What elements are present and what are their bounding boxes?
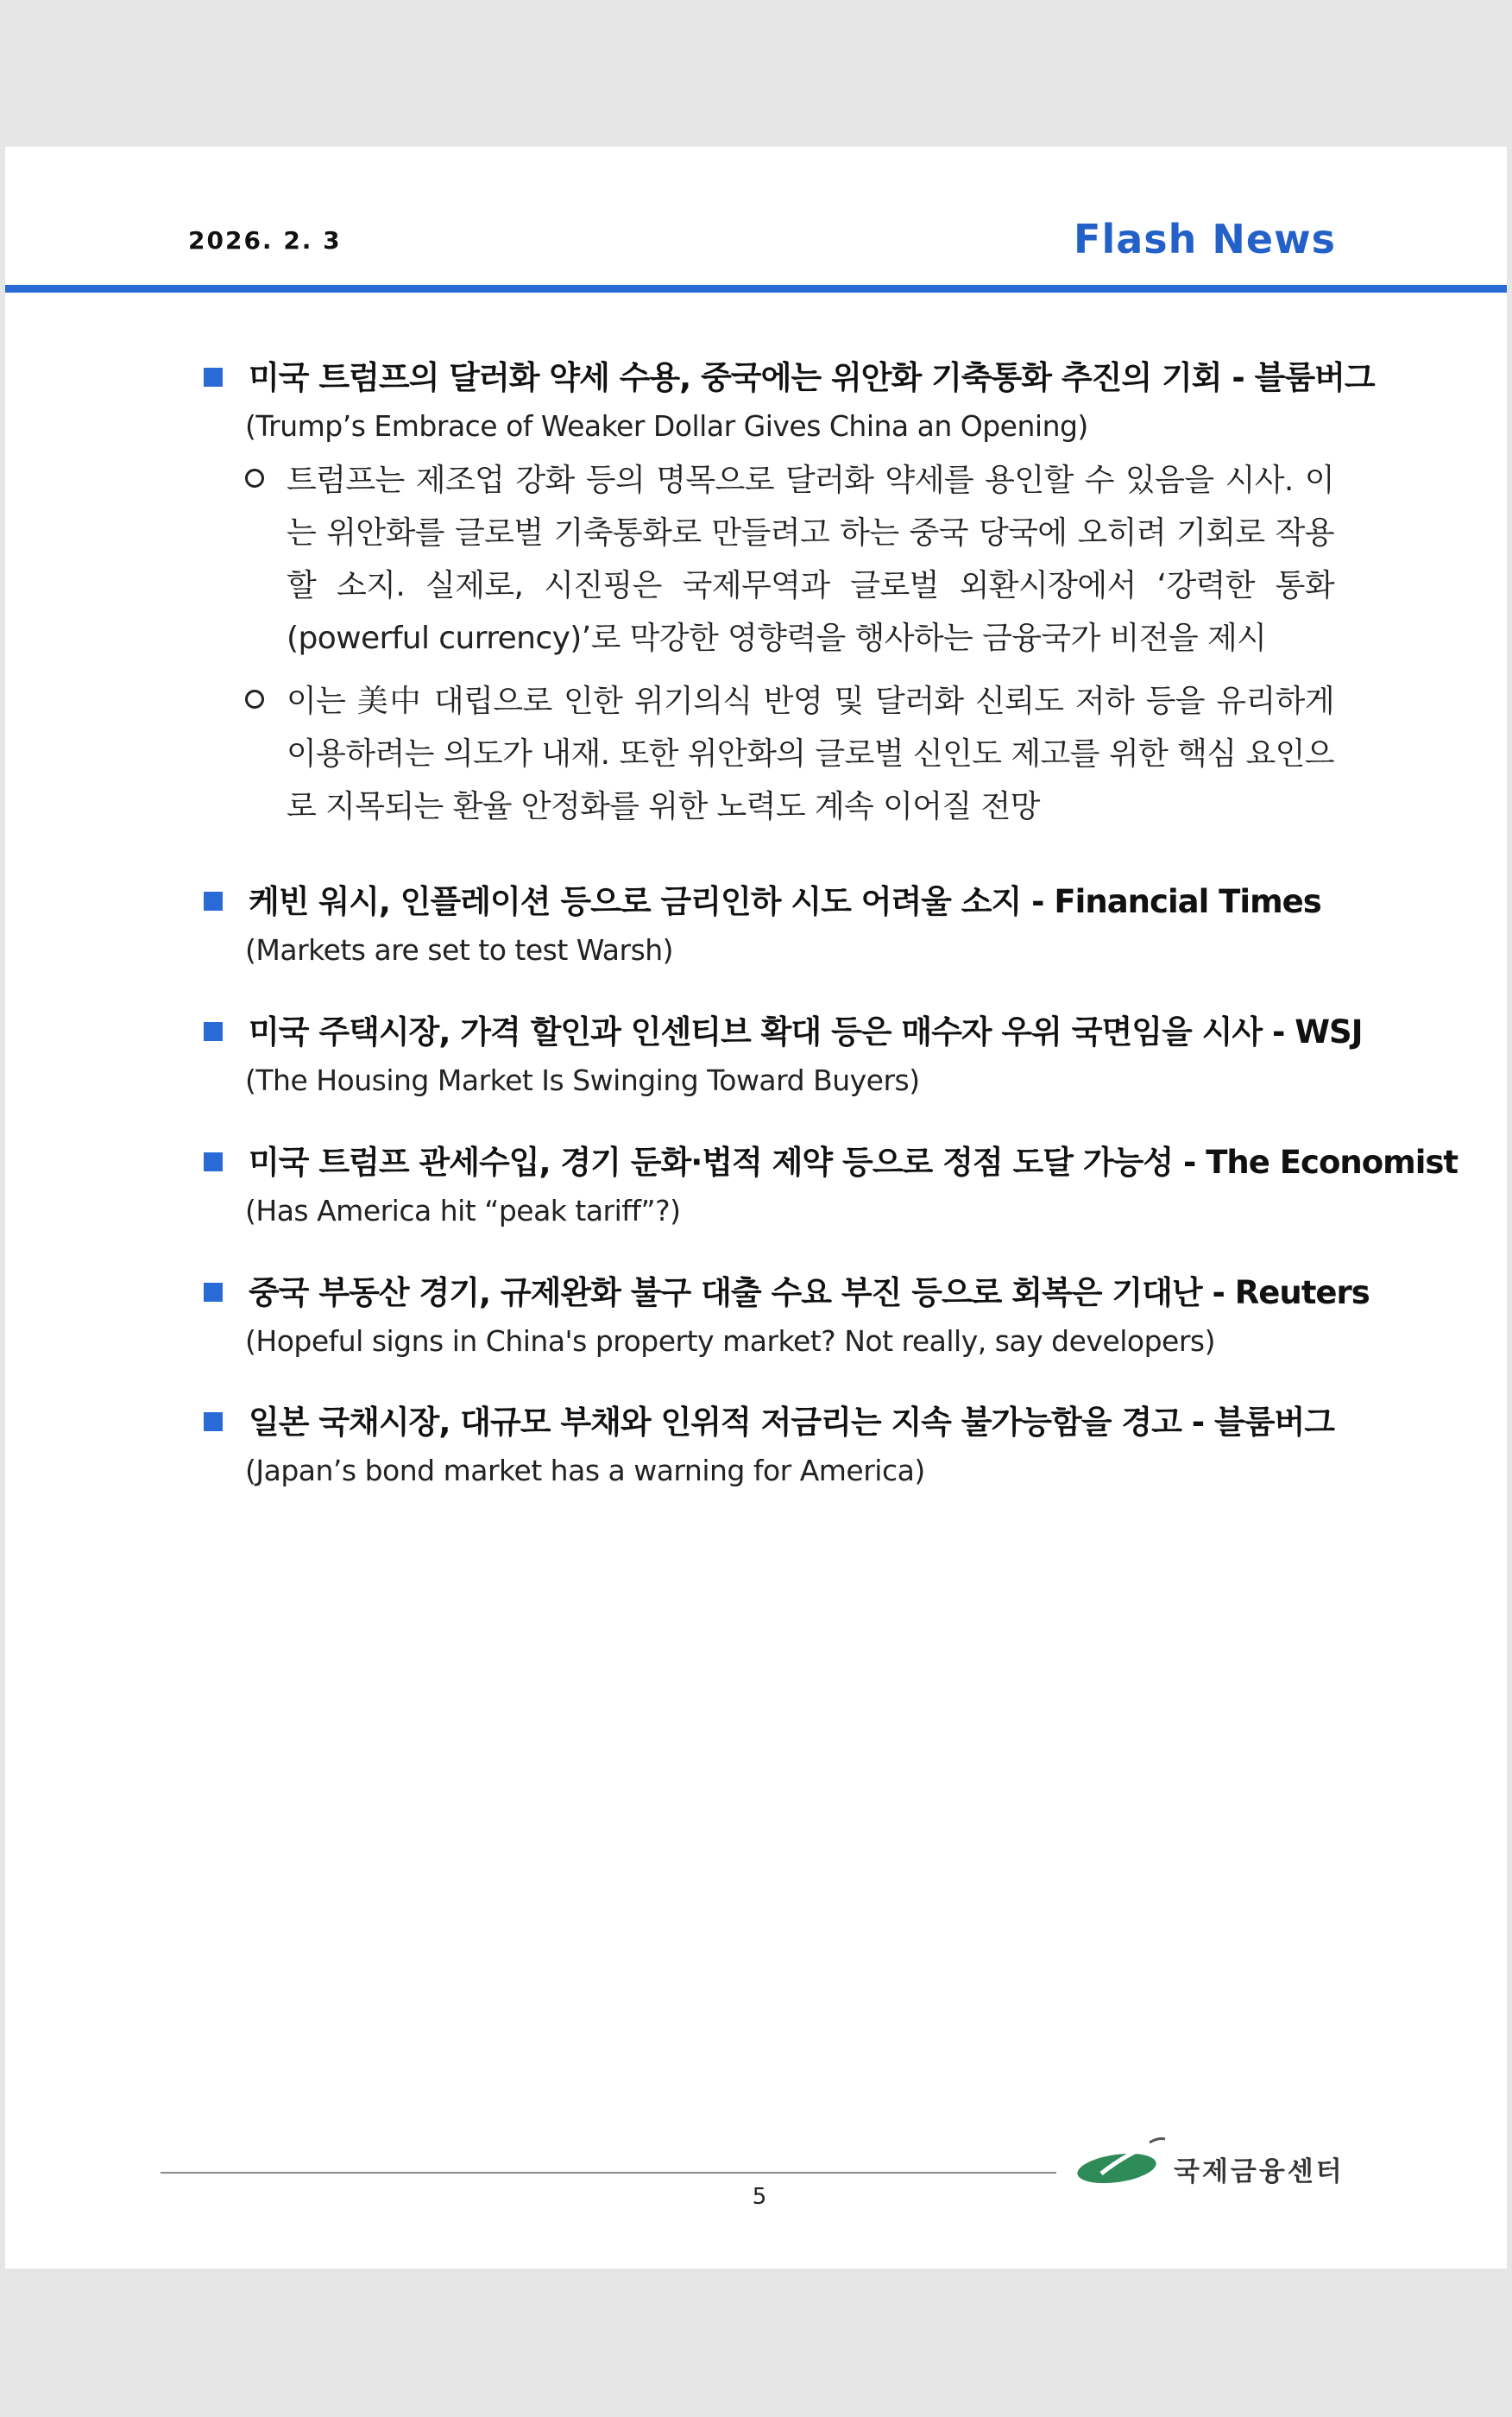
- logo-text: 국제금융센터: [1174, 2156, 1345, 2187]
- news-item: [204, 1139, 1458, 1235]
- news-headline: 미국 주택시장, 가격 할인과 인센티브 확대 등은 매수자 우위 국면임을 시사 - WSJ: [204, 1008, 1334, 1057]
- header-divider: [5, 285, 1507, 293]
- news-headline: 케빈 워시, 인플레이션 등으로 금리인하 시도 어려울 소지 - Financial Times: [204, 878, 1334, 926]
- square-bullet-icon: [204, 1152, 223, 1171]
- news-item: [204, 354, 1375, 843]
- news-item: [204, 1008, 1363, 1105]
- news-subtitle: (Trump’s Embrace of Weaker Dollar Gives China an Opening): [245, 409, 1088, 443]
- kcif-logo-icon: [1075, 2136, 1170, 2187]
- news-headline: 일본 국채시장, 대규모 부채와 인위적 저금리는 지속 불가능함을 경고 - 블룸버그: [204, 1398, 1334, 1447]
- news-headline: 미국 트럼프의 달러화 약세 수용, 중국에는 위안화 기축통화 추진의 기회 - 블룸버그: [204, 354, 1334, 402]
- news-subtitle: (Japan’s bond market has a warning for America): [245, 1454, 925, 1487]
- footer-divider: [161, 2172, 1056, 2174]
- square-bullet-icon: [204, 368, 223, 387]
- news-bullet: 이는 美中 대립으로 인한 위기의식 반영 및 달러화 신뢰도 저하 등을 유리하게 이용하려는 의도가 내재. 또한 위안화의 글로벌 신인도 제고를 위한 핵심 요인으로 지목되는 환율 안정화를 위한 노력도 계속 이어질 전망: [204, 675, 1334, 833]
- news-item: [204, 1269, 1370, 1366]
- news-subtitle: (Markets are set to test Warsh): [245, 933, 674, 967]
- square-bullet-icon: [204, 892, 223, 911]
- news-bullet: 트럼프는 제조업 강화 등의 명목으로 달러화 약세를 용인할 수 있음을 시사. 이는 위안화를 글로벌 기축통화로 만들려고 하는 중국 당국에 오히려 기회로 작용할 소지. 실제로, 시진핑은 국제무역과 글로벌 외환시장에서 ‘강력한 통화(powerful currency)’로 막강한 영향력을 행사하는 금융국가 비전을 제시: [204, 454, 1334, 665]
- square-bullet-icon: [204, 1412, 223, 1431]
- news-headline: 미국 트럼프 관세수입, 경기 둔화·법적 제약 등으로 정점 도달 가능성 - The Economist: [204, 1139, 1334, 1187]
- news-item: [204, 878, 1334, 975]
- square-bullet-icon: [204, 1022, 223, 1041]
- circle-bullet-icon: [245, 469, 264, 488]
- news-subtitle: (The Housing Market Is Swinging Toward Buyers): [245, 1063, 920, 1097]
- news-bullets: [204, 454, 1334, 833]
- square-bullet-icon: [204, 1283, 223, 1302]
- circle-bullet-icon: [245, 690, 264, 709]
- news-headline: 중국 부동산 경기, 규제완화 불구 대출 수요 부진 등으로 회복은 기대난 - Reuters: [204, 1269, 1334, 1317]
- news-item: [204, 1398, 1334, 1495]
- news-subtitle: (Hopeful signs in China's property market? Not really, say developers): [245, 1324, 1215, 1358]
- report-date: 2026. 2. 3: [188, 226, 342, 255]
- news-subtitle: (Has America hit “peak tariff”?): [245, 1194, 681, 1227]
- page-number: 5: [752, 2184, 767, 2210]
- report-title: Flash News: [1074, 216, 1336, 262]
